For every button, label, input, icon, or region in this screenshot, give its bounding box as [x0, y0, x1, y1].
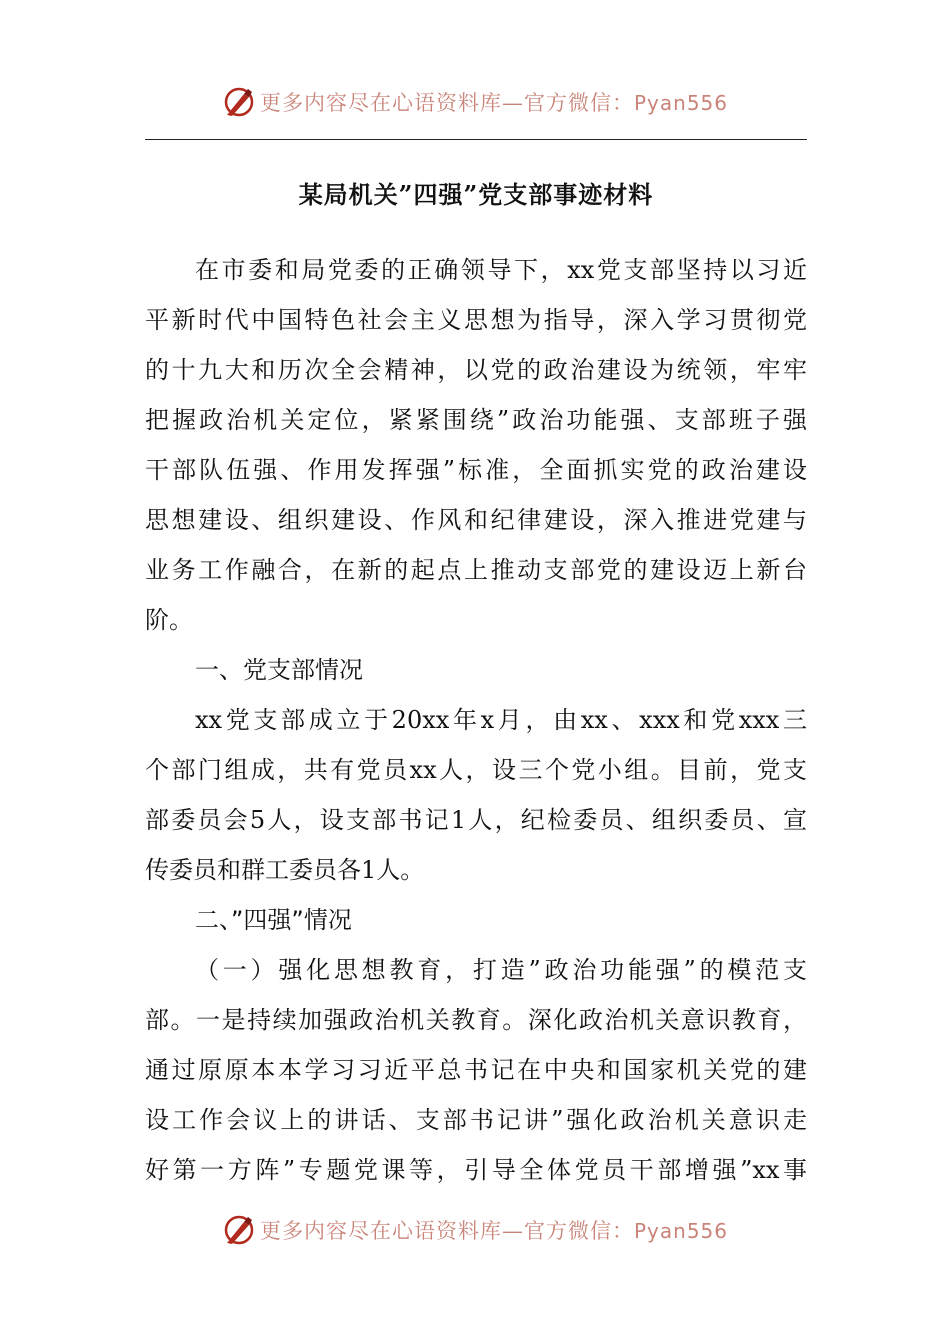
- paragraph-line: 好第一方阵”专题党课等，引导全体党员干部增强”xx事: [145, 1156, 807, 1184]
- document-title: 某局机关”四强”党支部事迹材料: [298, 180, 654, 209]
- watermark-banner-bottom: [0, 1208, 950, 1252]
- paragraph-line: 设工作会议上的讲话、支部书记讲”强化政治机关意识走: [145, 1106, 807, 1134]
- paragraph-line: 业务工作融合，在新的起点上推动支部党的建设迈上新台: [145, 556, 807, 584]
- paragraph-line: 传委员和群工委员各1人。: [145, 856, 425, 884]
- watermark-wechat-id: Pyan556: [633, 1219, 728, 1243]
- paragraph-line: 个部门组成，共有党员xx人，设三个党小组。目前，党支: [145, 756, 807, 784]
- paragraph-line: 部。一是持续加强政治机关教育。深化政治机关意识教育，: [145, 1006, 807, 1034]
- paragraph-line: 平新时代中国特色社会主义思想为指导，深入学习贯彻党: [145, 306, 807, 334]
- paragraph-line: 部委员会5人，设支部书记1人，纪检委员、组织委员、宣: [145, 806, 807, 834]
- header-rule: [145, 139, 807, 140]
- paragraph-line: 把握政治机关定位，紧紧围绕”政治功能强、支部班子强: [145, 406, 807, 434]
- section-heading-1: 一、党支部情况: [195, 656, 363, 684]
- paragraph-line: 思想建设、组织建设、作风和纪律建设，深入推进党建与: [145, 506, 807, 534]
- paragraph-line: 干部队伍强、作用发挥强”标准，全面抓实党的政治建设: [145, 456, 807, 484]
- section-heading-2: 二、”四强”情况: [195, 906, 352, 934]
- pen-logo-icon: [222, 1213, 256, 1247]
- pen-logo-icon: [222, 85, 256, 119]
- paragraph-line: 通过原原本本学习习近平总书记在中央和国家机关党的建: [145, 1056, 807, 1084]
- paragraph-line: 在市委和局党委的正确领导下，xx党支部坚持以习近: [195, 256, 807, 284]
- paragraph-line: （一）强化思想教育，打造”政治功能强”的模范支: [195, 956, 807, 984]
- watermark-banner-top: [0, 80, 950, 124]
- paragraph-line: 的十九大和历次全会精神，以党的政治建设为统领，牢牢: [145, 356, 807, 384]
- watermark-text: 更多内容尽在心语资料库—官方微信：Pyan556: [259, 91, 728, 115]
- paragraph-line: xx党支部成立于20xx年x月，由xx、xxx和党xxx三: [195, 706, 807, 734]
- watermark-wechat-id: Pyan556: [633, 91, 728, 115]
- watermark-text: 更多内容尽在心语资料库—官方微信：Pyan556: [259, 1219, 728, 1243]
- paragraph-line: 阶。: [145, 606, 193, 634]
